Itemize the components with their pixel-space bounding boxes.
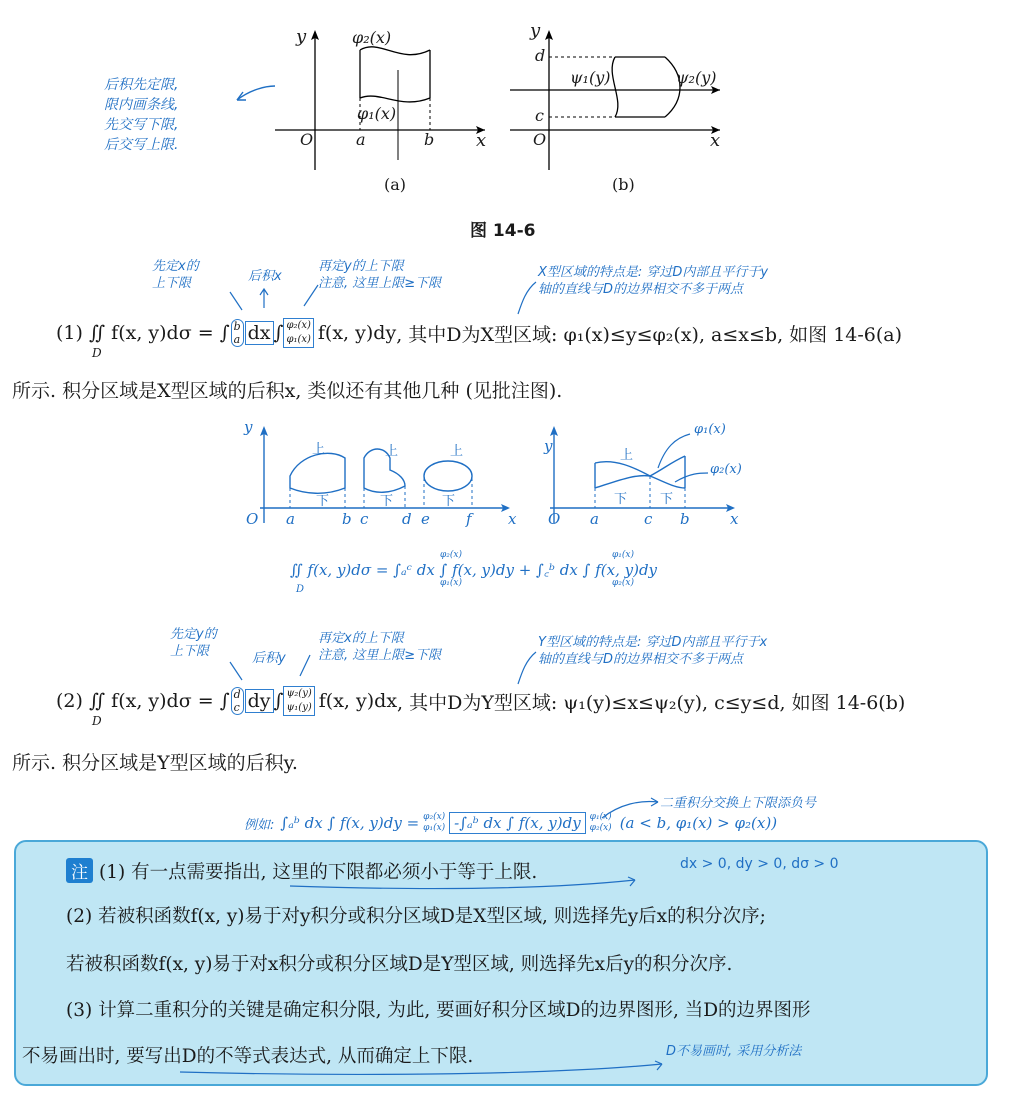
fig-b-psi1-label: ψ₁(y) — [570, 68, 611, 87]
example-row — [244, 812, 777, 834]
fig-b-origin: O — [533, 130, 547, 149]
mid-l-e: e — [421, 510, 430, 528]
mid-r-phi1: φ₁(x) — [694, 422, 726, 437]
item2-text: , 其中D为Y型区域: ψ₁(y)≤x≤ψ₂(y), c≤y≤d, 如图 14-6(b) — [397, 691, 906, 714]
example-rhs-lims — [590, 812, 612, 834]
limit-lower: φ₂(x) — [589, 823, 612, 833]
mid-l-a: a — [286, 510, 295, 528]
int1-lower: φ₁(x) — [440, 578, 463, 588]
fig-a-a-label: a — [356, 130, 366, 149]
mid-l-f: f — [466, 510, 472, 528]
ann-line: 再定y的上下限 — [318, 259, 404, 274]
mid-r-phi2: φ₂(x) — [710, 462, 742, 477]
mid-l-x: x — [508, 510, 517, 528]
note-l1-ann: dx > 0, dy > 0, dσ > 0 — [680, 856, 839, 872]
int1-upper: φ₂(x) — [440, 550, 463, 560]
mid-r-down2: 下 — [660, 492, 674, 507]
note-l5-ann: D不易画时, 采用分析法 — [666, 1044, 802, 1059]
item1-inner-limits — [283, 318, 313, 348]
mid-l-up3: 上 — [450, 444, 464, 459]
limit-upper: b — [233, 320, 241, 333]
fig-a-b-label: b — [424, 130, 435, 149]
mid-l-c: c — [360, 510, 369, 528]
example-ann: 二重积分交换上下限添负号 — [660, 796, 817, 811]
mid-r-a: a — [590, 510, 599, 528]
note-text-1: (1) 有一点需要指出, 这里的下限都必须小于等于上限. — [99, 862, 538, 883]
mid-l-y: y — [244, 418, 253, 436]
figure-title: 图 14-6 — [470, 221, 536, 241]
integral-sign: ∫ — [273, 322, 284, 344]
limit-lower: a — [233, 333, 241, 346]
ann-line: 先定y的 — [170, 627, 217, 642]
item1-lead: (1) ∬ f(x, y)dσ = ∫ — [56, 322, 230, 344]
limit-upper: φ₂(x) — [286, 320, 311, 331]
side-note-line: 后交写上限. — [104, 137, 179, 153]
ann-line: 再定x的上下限 — [318, 631, 404, 646]
mid-l-d: d — [402, 510, 412, 528]
fig-b-c-label: c — [535, 106, 544, 125]
fig-a-origin: O — [300, 130, 314, 149]
fig-b-x-label: x — [710, 130, 721, 151]
ann-line: 上下限 — [170, 644, 210, 659]
ann-line: 注意, 这里上限≥下限 — [318, 276, 442, 291]
side-note-line: 后积先定限, — [104, 77, 179, 93]
ann-ytype — [538, 634, 767, 668]
ann-after-x: 后积x — [248, 269, 282, 284]
note-l1-underline — [290, 868, 690, 894]
item1-formula — [56, 318, 902, 348]
item1-ann-arrows — [200, 280, 540, 320]
item2-D: D — [92, 714, 102, 728]
mid-r-x: x — [730, 510, 739, 528]
item1-outer-limits — [231, 319, 244, 347]
item1-dx: dx — [245, 321, 274, 345]
mid-l-down1: 下 — [316, 494, 330, 509]
ann-line: 先定x的 — [152, 259, 199, 274]
limit-lower: φ₁(x) — [286, 334, 311, 345]
mid-l-O: O — [246, 510, 259, 528]
fig-a-phi1-label: φ₁(x) — [357, 104, 397, 123]
item2-outer-limits — [231, 687, 244, 715]
example-lhs: ∫ₐᵇ dx ∫ f(x, y)dy = — [280, 814, 420, 832]
side-note-line: 先交写下限, — [104, 117, 179, 133]
middle-formula-lims — [440, 550, 690, 590]
ann-line: Y型区域的特点是: 穿过D内部且平行于x — [538, 635, 768, 650]
mid-r-O: O — [548, 510, 561, 528]
limit-upper: ψ₂(y) — [286, 688, 312, 699]
ann-line: 轴的直线与D的边界相交不多于两点 — [538, 282, 744, 297]
item2-inner-limits — [283, 686, 314, 716]
limit-lower: φ₁(x) — [423, 823, 446, 833]
limit-upper: φ₂(x) — [423, 812, 446, 822]
example-rhs: -∫ₐᵇ dx ∫ f(x, y)dy — [449, 812, 586, 834]
ann-xtype — [538, 264, 768, 298]
mid-r-axis-labels — [548, 510, 748, 530]
mid-l-down3: 下 — [442, 494, 456, 509]
ann-line: X型区域的特点是: 穿过D内部且平行于y — [538, 265, 769, 280]
item1-continuation: 所示. 积分区域是X型区域的后积x, 类似还有其他几种 (见批注图). — [12, 380, 563, 402]
integral-sign: ∫ — [273, 690, 284, 712]
note-line-2: (2) 若被积函数f(x, y)易于对y积分或积分区域D是X型区域, 则选择先y后x的积分次序; — [66, 906, 766, 927]
note-line-4: (3) 计算二重积分的关键是确定积分限, 为此, 要画好积分区域D的边界图形, 当D的边界图形 — [66, 1000, 811, 1021]
item1-text: , 其中D为X型区域: φ₁(x)≤y≤φ₂(x), a≤x≤b, 如图 14-6(a) — [396, 323, 903, 346]
item2-lead: (2) ∬ f(x, y)dσ = ∫ — [56, 690, 230, 712]
note-tag: 注 — [66, 858, 93, 883]
mid-l-up1: 上 — [312, 442, 326, 457]
fig-a-y-label: y — [296, 26, 307, 47]
limit-upper: φ₁(x) — [589, 812, 612, 822]
fig-a-caption: (a) — [384, 175, 407, 194]
mid-r-down1: 下 — [614, 492, 628, 507]
fig-b-d-label: d — [535, 46, 546, 65]
item1-integrand: f(x, y)dy — [317, 322, 397, 344]
item2-formula — [56, 686, 905, 716]
fig-b-caption: (b) — [612, 175, 635, 194]
int2-upper: φ₁(x) — [612, 550, 635, 560]
side-note — [104, 75, 178, 155]
middle-formula-D: D — [296, 584, 305, 595]
fig-a-phi2-label: φ₂(x) — [352, 28, 392, 47]
ann-first-x — [152, 258, 199, 292]
note-line-5: 不易画出时, 要写出D的不等式表达式, 从而确定上下限. — [22, 1046, 474, 1067]
example-cond: (a < b, φ₁(x) > φ₂(x)) — [619, 814, 778, 832]
item2-ann-arrows — [200, 650, 540, 690]
item1-D: D — [92, 346, 102, 360]
note-l5-underline — [180, 1056, 670, 1078]
mid-l-up2: 上 — [385, 444, 399, 459]
mid-l-down2: 下 — [380, 494, 394, 509]
mid-r-b: b — [680, 510, 690, 528]
ann-line: 轴的直线与D的边界相交不多于两点 — [538, 652, 744, 667]
ann-line: 上下限 — [152, 276, 192, 291]
mid-r-c: c — [644, 510, 653, 528]
mid-l-b: b — [342, 510, 352, 528]
mid-r-up: 上 — [620, 448, 634, 463]
mid-l-axis-labels — [246, 510, 526, 530]
example-label: 例如: — [244, 817, 275, 833]
int2-lower: φ₂(x) — [612, 578, 635, 588]
ann-after-y: 后积y — [252, 651, 286, 666]
note-line-3: 若被积函数f(x, y)易于对x积分或积分区域D是Y型区域, 则选择先x后y的积分次序. — [66, 954, 733, 975]
limit-lower: ψ₁(y) — [286, 702, 312, 713]
example-lhs-lims — [423, 812, 445, 834]
fig-b-psi2-label: ψ₂(y) — [676, 68, 717, 87]
limit-upper: d — [233, 688, 241, 701]
fig-b-y-label: y — [530, 20, 541, 41]
fig-a-x-label: x — [476, 130, 487, 151]
middle-formula: ∬ f(x, y)dσ = ∫ₐᶜ dx ∫ f(x, y)dy + ∫꜀ᵇ dx ∫ f(x, y)dy — [290, 561, 658, 579]
side-note-line: 限内画条线, — [104, 97, 179, 113]
mid-r-y: y — [544, 437, 553, 455]
limit-lower: c — [233, 701, 240, 714]
item2-integrand: f(x, y)dx — [318, 690, 398, 712]
item2-continuation: 所示. 积分区域是Y型区域的后积y. — [12, 752, 298, 774]
item2-dy: dy — [245, 689, 274, 713]
ann-line: 注意, 这里上限≥下限 — [318, 648, 442, 663]
